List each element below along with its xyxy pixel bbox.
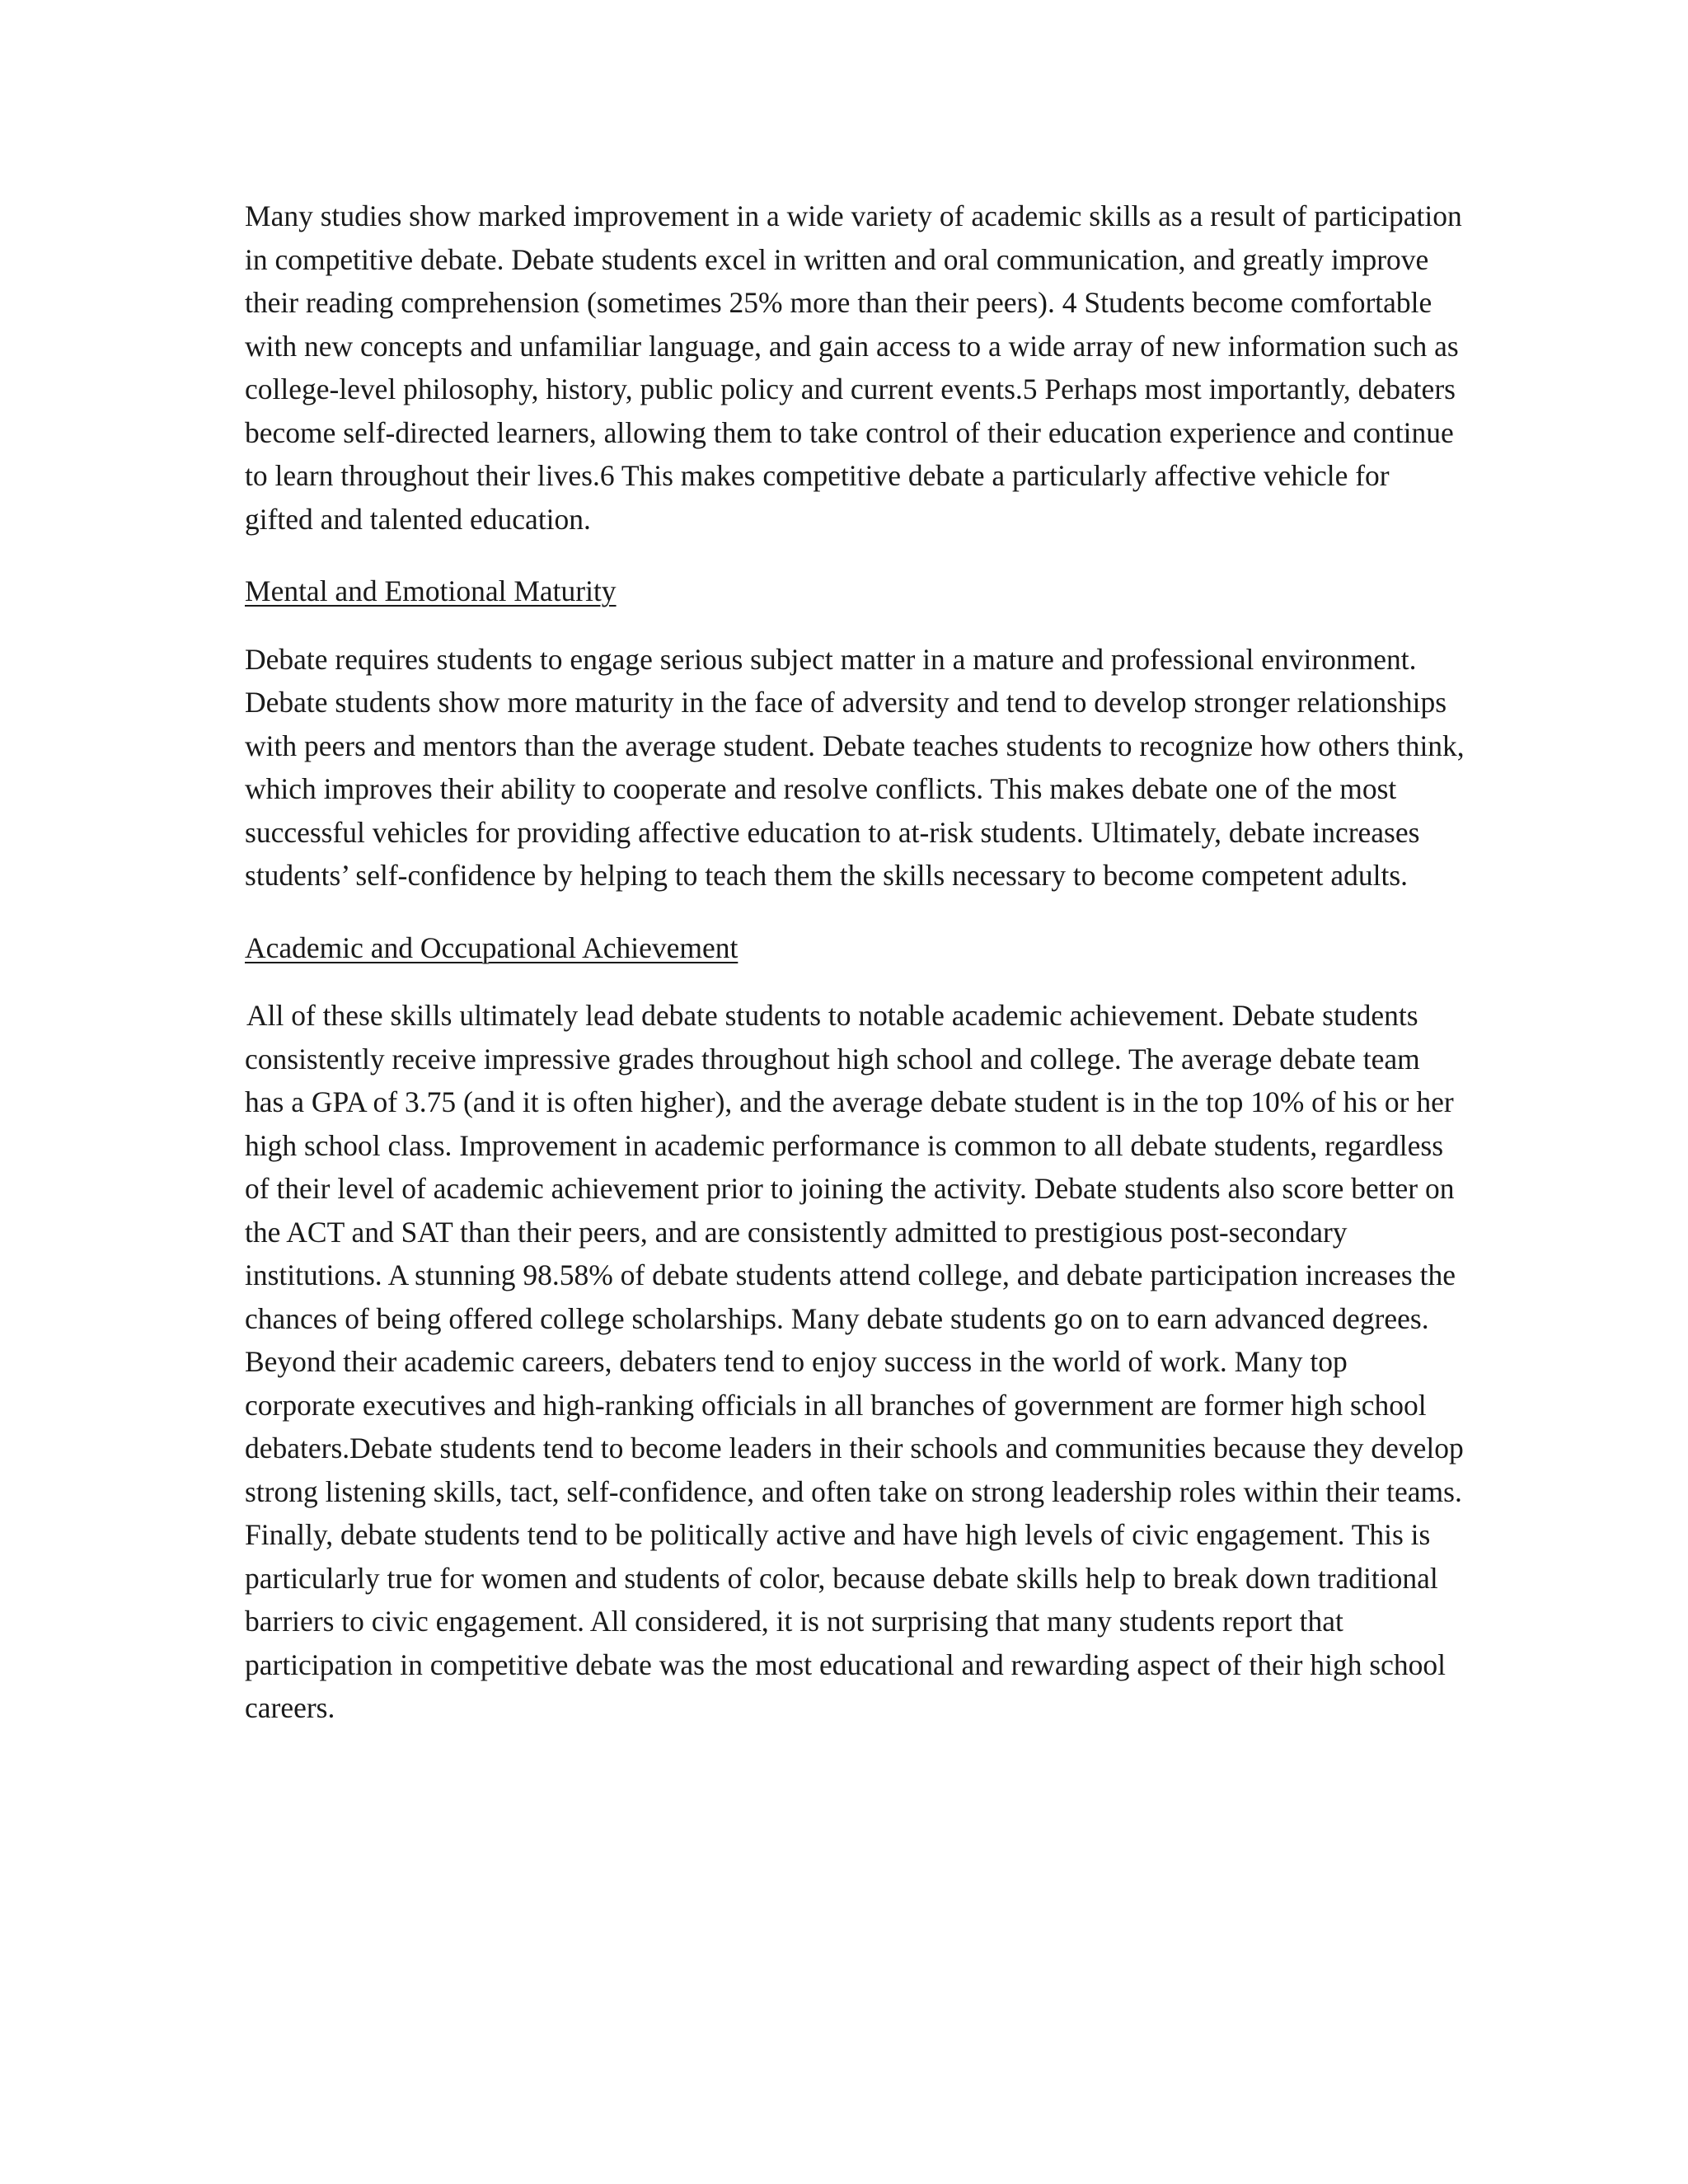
heading-academic-occupational-achievement: Academic and Occupational Achievement	[245, 930, 738, 964]
paragraph-achievement: All of these skills ultimately lead debate students to notable academic achievement. Debate students consistently receive impressive grades throughout high school and college. The average debate team has a GPA of 3.75 (and it is often higher), and the average debate student is in the top 10% of his or her high school class. Improvement in academic performance is common to all debate students, regardless of their level of academic achievement prior to joining the activity. Debate students also score better on the ACT and SAT than their peers, and are consistently admitted to prestigious post-secondary institutions. A stunning 98.58% of debate students attend college, and debate participation increases the chances of being offered college scholarships. Many debate students go on to earn advanced degrees. Beyond their academic careers, debaters tend to enjoy success in the world of work. Many top corporate executives and high-ranking officials in all branches of government are former high school debaters.Debate students tend to become leaders in their schools and communities because they develop strong listening skills, tact, self-confidence, and often take on strong leadership roles within their teams. Finally, debate students tend to be politically active and have high levels of civic engagement. This is particularly true for women and students of color, because debate skills help to break down traditional barriers to civic engagement. All considered, it is not surprising that many students report that participation in competitive debate was the most educational and rewarding aspect of their high school careers.	[245, 999, 1464, 1724]
paragraph-academic-skills: Many studies show marked improvement in a wide variety of academic skills as a result of participation in competitive debate. Debate students excel in written and oral communication, and greatly improve their reading comprehension (sometimes 25% more than their peers). 4 Students become comfortable with new concepts and unfamiliar language, and gain access to a wide array of new information such as college-level philosophy, history, public policy and current events.5 Perhaps most importantly, debaters become self-directed learners, allowing them to take control of their education experience and continue to learn throughout their lives.6 This makes competitive debate a particularly affective vehicle for gifted and talented education.	[245, 199, 1462, 536]
heading-mental-emotional-maturity: Mental and Emotional Maturity	[245, 574, 617, 607]
document-page	[245, 194, 1465, 1730]
paragraph-maturity: Debate requires students to engage serious subject matter in a mature and professional environment. Debate students show more maturity in the face of adversity and tend to develop stronger relationships with peers and mentors than the average student. Debate teaches students to recognize how others think, which improves their ability to cooperate and resolve conflicts. This makes debate one of the most successful vehicles for providing affective education to at-risk students. Ultimately, debate increases students’ self-confidence by helping to teach them the skills necessary to become competent adults.	[245, 642, 1465, 892]
